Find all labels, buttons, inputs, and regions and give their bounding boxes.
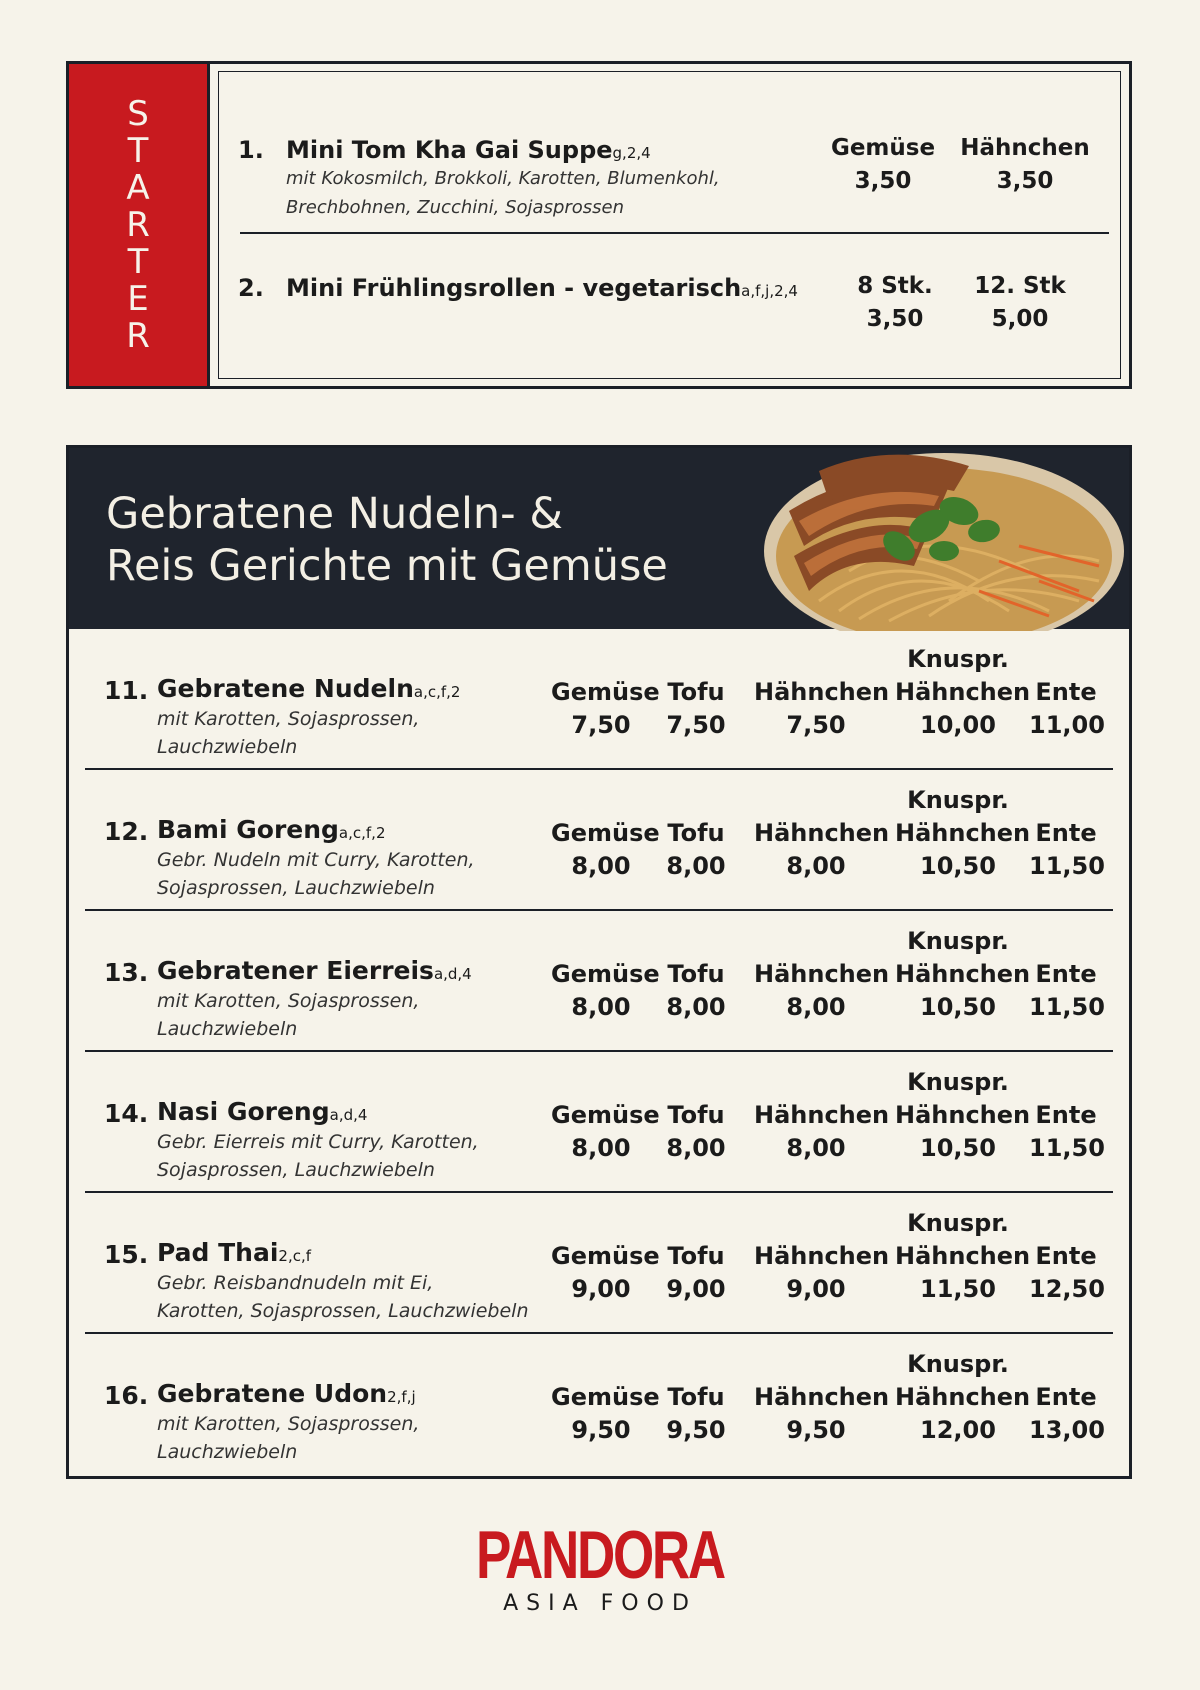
item-allergens: a,d,4 [329,1106,368,1124]
description-line: mit Karotten, Sojasprossen, [157,990,420,1012]
price-haehnchen [754,925,890,1024]
price-value: 3,50 [996,168,1054,194]
price-label: Tofu [667,678,725,706]
price-label: Tofu [667,1101,725,1129]
item-description [157,846,537,902]
price-haehnchen [754,1066,890,1165]
price-label: Hähnchen [895,1242,1031,1270]
logo-wordmark: PANDORA [476,1517,724,1593]
item-name-text: Gebratener Eierreis [157,956,434,985]
price-value: 3,50 [854,168,912,194]
item-number: 16. [104,1381,149,1410]
description-line: Brechbohnen, Zucchini, Sojasprossen [286,197,625,218]
price-label: Ente [1035,960,1097,988]
description-line: mit Karotten, Sojasprossen, [157,708,420,730]
price-knuspr-haehnchen [895,784,1031,883]
price-tofu [661,1066,731,1165]
price-haehnchen [754,784,890,883]
price-value: 10,00 [920,711,996,739]
starter-letter: R [126,315,150,356]
price-value: 5,00 [991,306,1049,332]
price-value: 8,00 [786,1134,846,1162]
price-value: 7,50 [786,711,846,739]
price-value: 7,50 [571,711,631,739]
price-ente [1029,1207,1103,1306]
item-name-text: Pad Thai [157,1238,279,1267]
price-ente [1029,784,1103,883]
price-label: Hähnchen [754,960,890,988]
description-line: mit Karotten, Sojasprossen, [157,1413,420,1435]
price-gemuese [551,1207,660,1306]
price-label: Hähnchen [754,1242,890,1270]
price-label: 8 Stk. [857,273,933,299]
price-label: Hähnchen [754,678,890,706]
starter-section [66,61,1132,389]
section-title-line: Reis Gerichte mit Gemüse [106,541,668,591]
noodles-rice-section [66,445,1132,1479]
price-label: Ente [1035,819,1097,847]
price-value: 9,50 [786,1416,846,1444]
item-allergens: a,c,f,2 [338,824,386,842]
item-description [157,1269,537,1325]
price-value: 8,00 [786,852,846,880]
item-name [157,1238,311,1267]
description-line: Gebr. Eierreis mit Curry, Karotten, [157,1131,479,1153]
price-haehnchen [754,1207,890,1306]
price-label: Tofu [667,960,725,988]
menu-row [69,1052,1129,1193]
starter-letter: E [127,278,149,319]
price-label: Hähnchen [895,1383,1031,1411]
price-label: Hähnchen [754,1101,890,1129]
item-description [157,1128,537,1184]
price-value: 3,50 [866,306,924,332]
starter-letter: T [127,241,149,282]
description-line: Karotten, Sojasprossen, Lauchzwiebeln [157,1300,529,1322]
starter-divider [240,232,1109,234]
menu-row [69,1193,1129,1334]
item-number: 15. [104,1240,149,1269]
item-number: 2. [238,274,264,302]
price-value: 9,00 [571,1275,631,1303]
price-label: Gemüse [830,135,936,161]
price-label-prefix: Knuspr. [907,786,1009,814]
section-header [69,448,1129,629]
menu-row [69,1334,1129,1475]
price-column [850,270,940,336]
price-value: 8,00 [666,852,726,880]
item-number: 14. [104,1099,149,1128]
price-value: 8,00 [571,993,631,1021]
price-label-prefix: Knuspr. [907,1350,1009,1378]
price-value: 8,00 [786,993,846,1021]
description-line: Sojasprossen, Lauchzwiebeln [157,877,435,899]
item-allergens: g,2,4 [612,144,651,162]
price-label-prefix: Knuspr. [907,1209,1009,1237]
starter-letter: A [126,167,150,208]
menu-row [69,629,1129,770]
price-column [828,132,938,198]
description-line: Gebr. Nudeln mit Curry, Karotten, [157,849,475,871]
item-name [157,1379,416,1408]
dish-photo [749,451,1127,631]
price-value: 7,50 [666,711,726,739]
price-label: Gemüse [551,960,660,988]
price-knuspr-haehnchen [895,1066,1031,1165]
price-gemuese [551,1348,660,1447]
price-value: 8,00 [666,1134,726,1162]
price-label: Gemüse [551,678,660,706]
starter-letter: R [126,204,150,245]
item-name-text: Mini Tom Kha Gai Suppe [286,136,613,164]
description-line: Lauchzwiebeln [157,736,298,758]
price-label: Hähnchen [895,678,1031,706]
price-label-prefix: Knuspr. [907,927,1009,955]
item-name-text: Gebratene Udon [157,1379,388,1408]
item-name [157,815,386,844]
price-value: 9,00 [666,1275,726,1303]
price-knuspr-haehnchen [895,1348,1031,1447]
price-value: 10,50 [920,1134,996,1162]
price-value: 8,00 [571,1134,631,1162]
price-value: 8,00 [666,993,726,1021]
price-knuspr-haehnchen [895,925,1031,1024]
price-label: Tofu [667,819,725,847]
price-value: 10,50 [920,852,996,880]
price-label: Hähnchen [895,960,1031,988]
item-name-text: Mini Frühlingsrollen - vegetarisch [286,274,742,302]
item-allergens: 2,f,j [387,1388,416,1406]
menu-row [69,911,1129,1052]
item-allergens: 2,c,f [278,1247,312,1265]
price-value: 9,50 [571,1416,631,1444]
item-name-text: Bami Goreng [157,815,339,844]
price-haehnchen [754,643,890,742]
price-label: 12. Stk [974,273,1066,299]
section-title-line: Gebratene Nudeln- & [106,489,563,539]
price-ente [1029,925,1103,1024]
price-value: 9,00 [786,1275,846,1303]
price-value: 11,50 [920,1275,996,1303]
price-label: Hähnchen [960,135,1090,161]
price-label: Gemüse [551,1242,660,1270]
item-name-text: Gebratene Nudeln [157,674,414,703]
section-title [106,488,668,592]
logo-tagline: ASIA FOOD [503,1591,697,1616]
item-name [286,274,798,302]
price-value: 11,50 [1029,1134,1105,1162]
price-knuspr-haehnchen [895,1207,1031,1306]
item-name-text: Nasi Goreng [157,1097,330,1126]
item-description [157,987,537,1043]
item-number: 1. [238,136,264,164]
price-column [965,270,1075,336]
menu-row [69,770,1129,911]
price-tofu [661,784,731,883]
item-name [157,956,472,985]
price-label: Ente [1035,1101,1097,1129]
price-column [955,132,1095,198]
item-name [286,136,651,164]
price-value: 11,50 [1029,993,1105,1021]
description-line: Sojasprossen, Lauchzwiebeln [157,1159,435,1181]
item-name [157,674,460,703]
price-gemuese [551,784,660,883]
price-value: 10,50 [920,993,996,1021]
item-number: 13. [104,958,149,987]
item-name [157,1097,367,1126]
starter-letter: T [127,130,149,171]
price-value: 12,00 [920,1416,996,1444]
price-label: Gemüse [551,819,660,847]
price-label: Hähnchen [895,819,1031,847]
price-value: 9,50 [666,1416,726,1444]
price-value: 11,50 [1029,852,1105,880]
price-tofu [661,925,731,1024]
item-allergens: a,d,4 [433,965,472,983]
price-tofu [661,1348,731,1447]
price-value: 13,00 [1029,1416,1105,1444]
price-tofu [661,1207,731,1306]
price-value: 12,50 [1029,1275,1105,1303]
price-label: Gemüse [551,1101,660,1129]
description-line: Lauchzwiebeln [157,1018,298,1040]
item-description [157,705,537,761]
price-label: Ente [1035,1383,1097,1411]
item-allergens: a,f,j,2,4 [741,282,798,300]
price-label-prefix: Knuspr. [907,1068,1009,1096]
starter-content [207,64,1129,386]
price-label: Tofu [667,1383,725,1411]
price-haehnchen [754,1348,890,1447]
price-gemuese [551,643,660,742]
item-number: 11. [104,676,149,705]
price-ente [1029,1348,1103,1447]
price-label: Tofu [667,1242,725,1270]
description-line: Lauchzwiebeln [157,1441,298,1463]
item-description [157,1410,537,1466]
price-label-prefix: Knuspr. [907,645,1009,673]
price-label: Ente [1035,1242,1097,1270]
price-gemuese [551,1066,660,1165]
brand-logo [0,1517,1200,1616]
price-label: Hähnchen [754,819,890,847]
price-label: Ente [1035,678,1097,706]
item-description [286,164,786,222]
item-number: 12. [104,817,149,846]
description-line: mit Kokosmilch, Brokkoli, Karotten, Blumenkohl, [286,168,720,189]
price-ente [1029,1066,1103,1165]
price-value: 11,00 [1029,711,1105,739]
price-label: Hähnchen [895,1101,1031,1129]
starter-letter: S [127,93,149,134]
price-knuspr-haehnchen [895,643,1031,742]
price-ente [1029,643,1103,742]
price-value: 8,00 [571,852,631,880]
price-gemuese [551,925,660,1024]
price-tofu [661,643,731,742]
price-label: Gemüse [551,1383,660,1411]
price-label: Hähnchen [754,1383,890,1411]
starter-side-banner [69,64,207,386]
description-line: Gebr. Reisbandnudeln mit Ei, [157,1272,434,1294]
item-allergens: a,c,f,2 [413,683,461,701]
